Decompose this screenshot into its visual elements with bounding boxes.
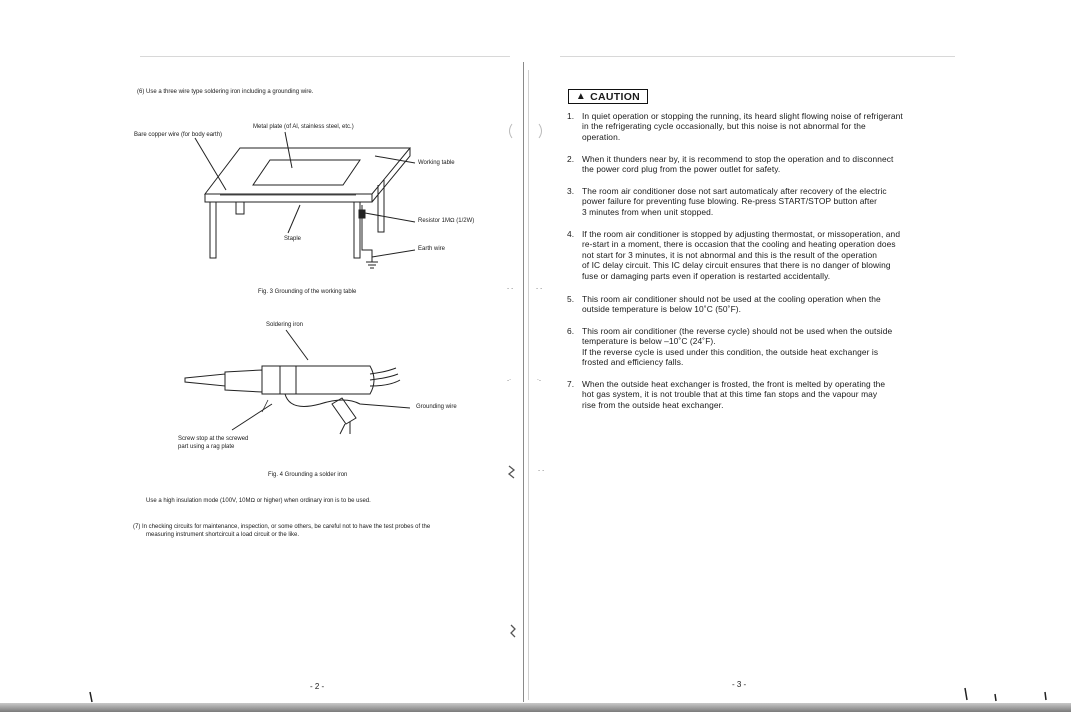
label-grounding-wire: Grounding wire	[416, 404, 457, 410]
svg-text:-·: -·	[507, 377, 512, 384]
label-staple: Staple	[284, 236, 302, 242]
item-text: The room air conditioner dose not sart automaticaly after recovery of the electric power failure for preventing fuse blowing. Re-press START/STOP button after 3 minutes from when unit stopped.	[582, 186, 887, 217]
caution-item-1	[567, 111, 925, 142]
item-number: 7.	[567, 379, 575, 389]
caution-heading	[568, 89, 648, 104]
warning-triangle-icon: ▲	[575, 91, 587, 102]
caution-item-4	[567, 229, 925, 281]
fig4-caption: Fig. 4 Grounding a solder iron	[268, 472, 348, 478]
page-number-left: - 2 -	[310, 682, 325, 691]
item-6-intro: (6) Use a three wire type soldering iron including a grounding wire.	[137, 89, 314, 95]
item-number: 6.	[567, 326, 575, 336]
label-working-table: Working table	[418, 160, 455, 166]
item-number: 4.	[567, 229, 575, 239]
label-soldering-iron: Soldering iron	[266, 322, 304, 328]
caution-title: CAUTION	[590, 90, 641, 103]
item-7-line-2: measuring instrument shortcircuit a load circuit or the like.	[146, 532, 300, 538]
item-text: In quiet operation or stopping the running, its heard slight flowing noise of refrigerant in the refrigerating cycle occasionally, but this noise is not abnormal for the operation.	[582, 111, 903, 142]
item-7-line-1: (7) In checking circuits for maintenance, inspection, or some others, be careful not to have the test probes of the	[133, 524, 431, 530]
item-text: When the outside heat exchanger is frosted, the front is melted by operating the hot gas system, it is not trouble that at this time fan stops and the vapour may rise from the outside heat exchanger.	[582, 379, 886, 410]
item-number: 1.	[567, 111, 575, 121]
page-number-right: - 3 -	[732, 680, 747, 689]
caution-item-6	[567, 326, 925, 368]
fig3-caption: Fig. 3 Grounding of the working table	[258, 289, 357, 295]
label-screw-stop-1: Screw stop at the screwed	[178, 436, 249, 442]
item-number: 2.	[567, 154, 575, 164]
svg-text:- -: - -	[538, 467, 545, 474]
svg-text:- -: - -	[507, 285, 514, 292]
caution-item-3	[567, 186, 925, 217]
svg-text:- -: - -	[536, 285, 543, 292]
item-text: When it thunders near by, it is recommend to stop the operation and to disconnect the power cord plug from the power outlet for safety.	[582, 154, 894, 175]
svg-text:·-: ·-	[537, 377, 542, 384]
item-text: If the room air conditioner is stopped by adjusting thermostat, or missoperation, and re-start in a moment, there is occasion that the cooling and heating operation does not start for 3 minutes, it is not abnormal and this is the result of the operation of IC delay circuit. This IC delay circuit ensures that there is no danger of blowing fuse or damaging parts even if operation is restarted accidentally.	[582, 229, 901, 281]
item-text: This room air conditioner (the reverse cycle) should not be used when the outside temperature is below –10˚C (24˚F). If the reverse cycle is used under this condition, the outside heat exchanger is frosted and efficiency falls.	[582, 326, 893, 368]
label-earth-wire: Earth wire	[418, 246, 446, 252]
high-insulation-note: Use a high insulation mode (100V, 10MΩ or higher) when ordinary iron is to be used.	[146, 498, 371, 504]
label-copper-wire: Bare copper wire (for body earth)	[134, 132, 223, 138]
label-resistor: Resistor 1MΩ (1/2W)	[418, 218, 475, 224]
label-screw-stop-2: part using a rag plate	[178, 444, 235, 450]
caution-item-5	[567, 294, 925, 315]
item-number: 3.	[567, 186, 575, 196]
item-text: This room air conditioner should not be used at the cooling operation when the outside temperature is below 10˚C (50˚F).	[582, 294, 881, 315]
caution-item-7	[567, 379, 925, 410]
caution-item-2	[567, 154, 925, 175]
item-number: 5.	[567, 294, 575, 304]
label-metal-plate: Metal plate (of Al, stainless steel, etc.)	[253, 124, 354, 130]
